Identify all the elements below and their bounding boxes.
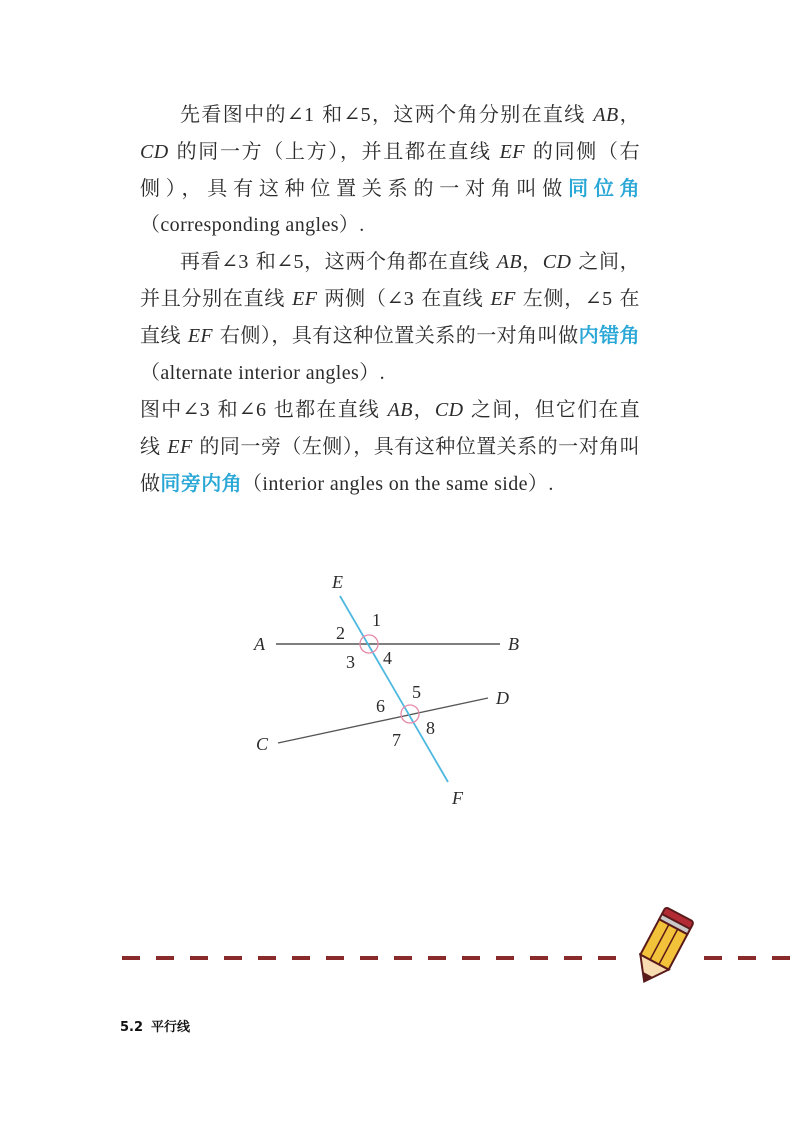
line-ref: EF [499, 141, 525, 163]
line-ref: EF [490, 288, 516, 310]
english-term: （interior angles on the same side）. [242, 473, 554, 495]
text-run: 的同侧（右侧），具有这种位置关系的一对角叫做 [140, 139, 641, 200]
text-run: 两侧（ [317, 286, 387, 310]
text-run: 在直线 [140, 286, 640, 347]
line-ref: CD [140, 141, 169, 163]
line-ref: CD [434, 399, 464, 421]
decorative-divider [0, 900, 800, 990]
angle-ref: ∠3 [386, 288, 415, 310]
label-angle-6: 6 [376, 696, 385, 716]
paragraph-corresponding-angles [140, 96, 640, 243]
line-ref: AB [387, 399, 413, 421]
section-footer [120, 1016, 190, 1035]
text-run: 左侧， [515, 286, 585, 310]
text-run: 的同一旁（左侧），具有这种位置关系的一对角叫做 [140, 434, 640, 495]
text-run: 之间，并且分别在直线 [140, 249, 640, 310]
label-angle-3: 3 [346, 652, 355, 672]
section-number: 5.2 [120, 1020, 144, 1035]
label-angle-8: 8 [426, 718, 435, 738]
text-run: 再看 [180, 249, 222, 273]
text-run: 图中 [140, 397, 183, 421]
term-interior-angles-same-side: 同旁内角 [160, 471, 243, 495]
angle-ref: ∠3 [221, 251, 249, 273]
pencil-icon [630, 907, 694, 989]
term-corresponding-angles: 同位角 [568, 176, 640, 200]
label-point-d: D [496, 688, 509, 708]
angle-ref: ∠1 [286, 104, 315, 126]
angle-ref: ∠5 [276, 251, 304, 273]
english-term: （corresponding angles）. [140, 214, 365, 236]
text-run: ， [521, 249, 543, 273]
label-angle-4: 4 [383, 648, 392, 668]
text-run: 和 [210, 397, 239, 421]
line-ef [340, 596, 448, 782]
label-point-b: B [508, 634, 519, 654]
angle-ref: ∠5 [343, 104, 372, 126]
term-alternate-interior-angles: 内错角 [578, 323, 640, 347]
geometry-figure [240, 560, 560, 820]
text-run: 的同一方（上方），并且都在直线 [168, 139, 500, 163]
label-point-e: E [332, 572, 343, 592]
label-angle-7: 7 [392, 730, 401, 750]
text-run: ，这两个角都在直线 [303, 249, 497, 273]
text-run: 和 [314, 102, 344, 126]
line-ref: EF [292, 288, 318, 310]
line-ref: EF [167, 436, 193, 458]
label-point-c: C [256, 734, 269, 754]
angle-ref: ∠3 [182, 399, 210, 421]
line-ref: EF [187, 325, 214, 347]
text-run: 先看图中的 [180, 102, 287, 126]
text-run: 也都在直线 [266, 397, 388, 421]
label-angle-1: 1 [372, 610, 381, 630]
text-run: 在直线 [414, 286, 491, 310]
text-run: 右侧），具有这种位置关系的一对角叫做 [213, 323, 579, 347]
text-run: 之间，但它们在直线 [140, 397, 640, 458]
text-run: 和 [248, 249, 277, 273]
angle-ref: ∠5 [584, 288, 613, 310]
line-ref: AB [496, 251, 522, 273]
label-point-f: F [452, 788, 463, 808]
line-ref: AB [593, 104, 619, 126]
paragraph-interior-angles-same-side [140, 391, 640, 502]
text-run: ，这两个角分别在直线 [371, 102, 594, 126]
english-term: （alternate interior angles）. [140, 362, 385, 384]
label-angle-2: 2 [336, 623, 345, 643]
section-title: 平行线 [151, 1020, 191, 1035]
angle-ref: ∠6 [238, 399, 267, 421]
label-point-a: A [254, 634, 265, 654]
text-run: ， [618, 102, 640, 126]
body-text [140, 96, 640, 502]
text-run: ， [412, 397, 435, 421]
label-angle-5: 5 [412, 682, 421, 702]
paragraph-alternate-interior-angles [140, 243, 640, 391]
line-ref: CD [542, 251, 572, 273]
